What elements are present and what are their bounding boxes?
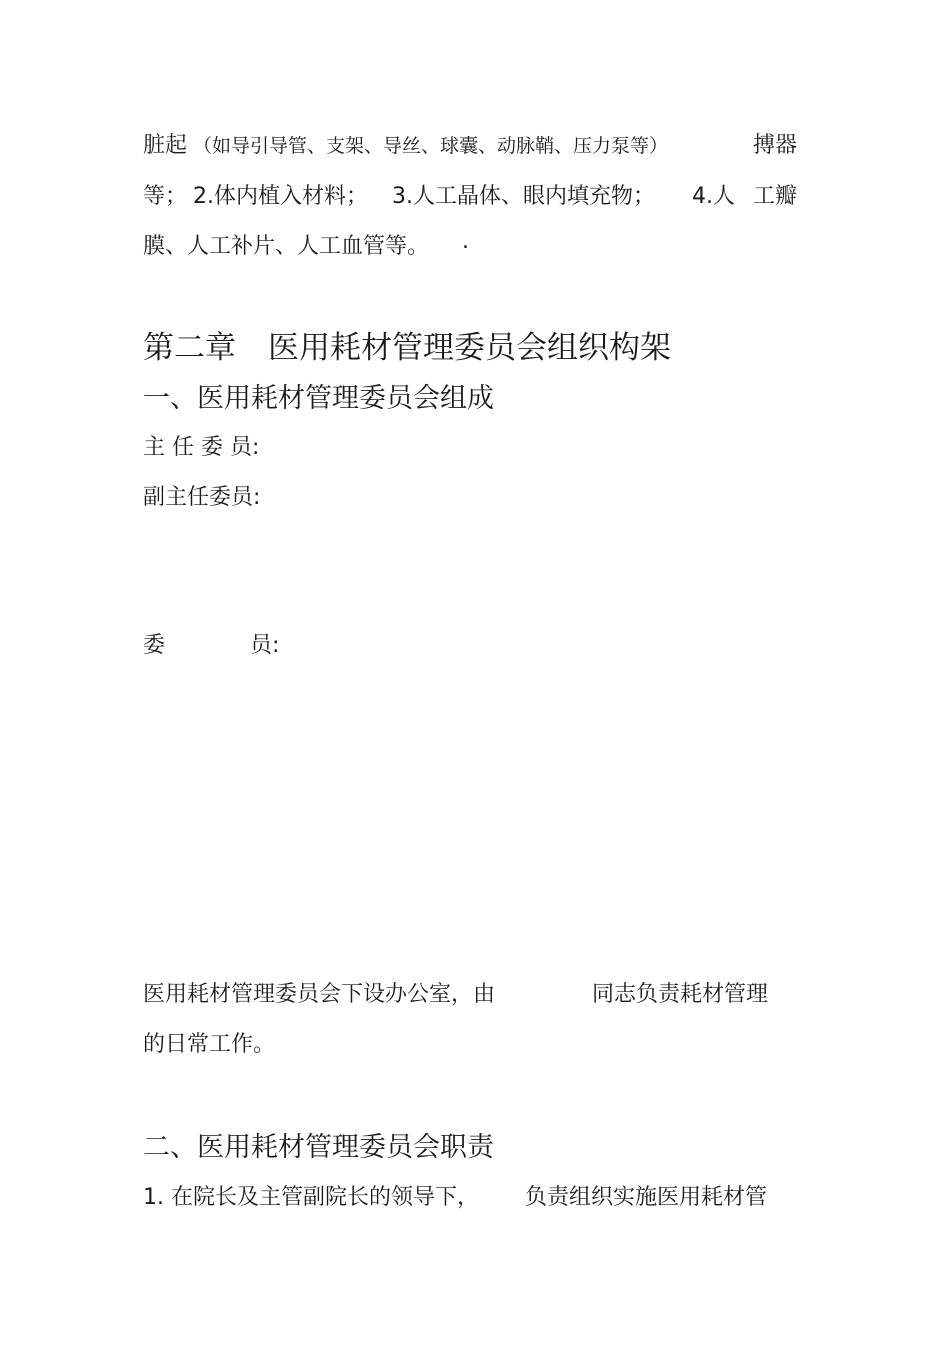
section-2-item-1-part-1: 1. 在院长及主管副院长的领导下， [143,1185,479,1210]
paragraph-line-3: 膜、人工补片、人工血管等。 [143,234,430,259]
paragraph-line-3-dot: . [462,229,469,254]
paragraph-line-1-prefix: 脏起 [143,133,188,158]
office-line-2: 的日常工作。 [143,1032,276,1057]
paragraph-line-2-part-5: 工瓣 [753,184,798,209]
director-label: 主 任 委 员: [143,435,260,460]
paragraph-line-1-parenthetical: （如导引导管、支架、导丝、球囊、动脉鞘、压力泵等） [193,135,669,157]
section-2-heading: 二、医用耗材管理委员会职责 [143,1132,494,1163]
paragraph-line-2-part-2: 2.体内植入材料； [193,184,368,209]
paragraph-line-2-part-3: 3.人工晶体、眼内填充物； [392,184,655,209]
member-label-part-2: 员: [250,633,280,658]
paragraph-line-1-suffix: 搏器 [753,133,798,158]
section-2-item-1-part-2: 负责组织实施医用耗材管 [525,1185,768,1210]
chapter-heading-prefix: 第二章 [143,330,236,366]
vice-director-label: 副主任委员: [143,485,261,510]
member-label-part-1: 委 [143,633,166,658]
office-line-1-part-2: 同志负责耗材管理 [592,982,769,1007]
paragraph-line-2-part-4: 4.人 [692,184,735,209]
chapter-heading-title: 医用耗材管理委员会组织构架 [268,330,671,366]
section-1-heading: 一、医用耗材管理委员会组成 [143,383,494,414]
paragraph-line-2-part-1: 等； [143,184,188,209]
office-line-1-part-1: 医用耗材管理委员会下设办公室，由 [143,982,496,1007]
